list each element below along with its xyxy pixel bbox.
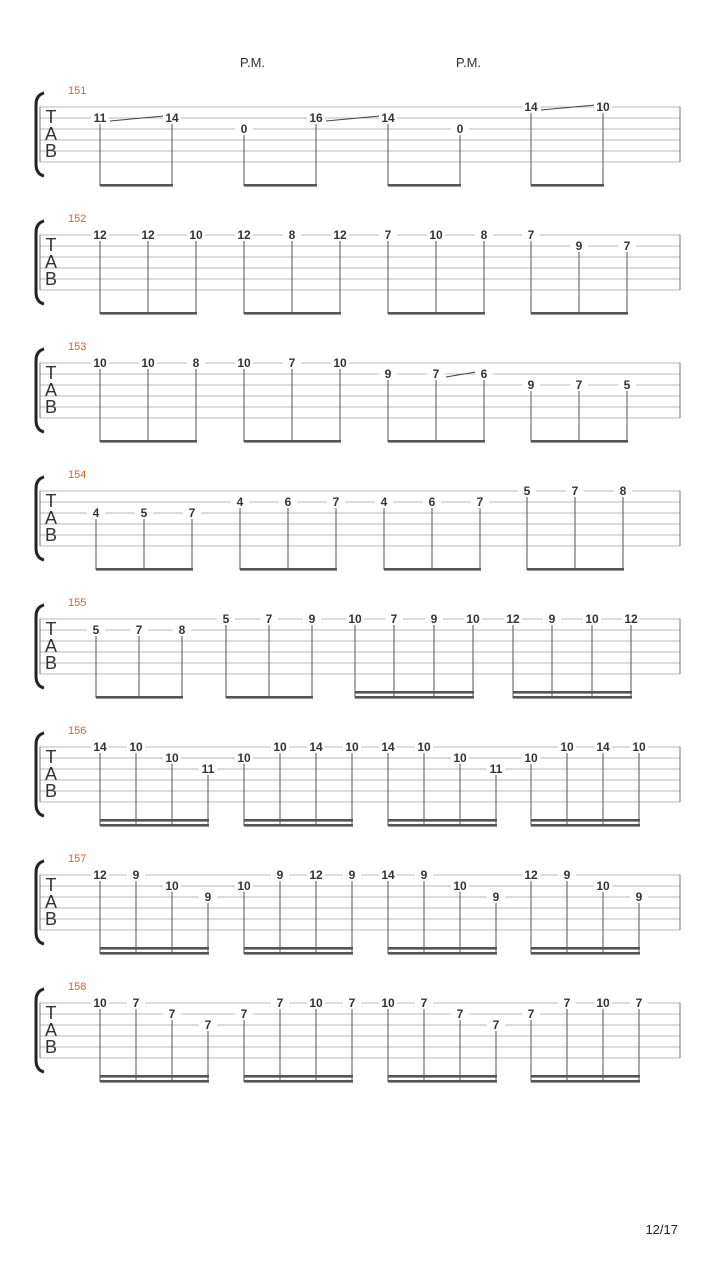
fret-number: 14	[381, 111, 395, 125]
fret-number: 5	[92, 623, 100, 637]
fret-number: 10	[333, 356, 347, 370]
fret-number: 10	[417, 740, 431, 754]
fret-number: 6	[480, 367, 488, 381]
fret-number: 9	[276, 868, 284, 882]
beam	[244, 1075, 353, 1078]
tab-clef-letter: B	[44, 781, 58, 801]
fret-number: 7	[390, 612, 398, 626]
fret-number: 8	[619, 484, 627, 498]
beam	[388, 947, 497, 950]
tab-clef-letter: A	[44, 124, 58, 144]
fret-number: 12	[93, 228, 107, 242]
beam	[531, 824, 640, 827]
fret-number: 5	[222, 612, 230, 626]
beam	[388, 312, 485, 315]
fret-number: 12	[624, 612, 638, 626]
fret-number: 10	[453, 751, 467, 765]
beam	[531, 1075, 640, 1078]
tab-clef-letter: A	[44, 252, 58, 272]
fret-number: 7	[492, 1018, 500, 1032]
beam	[388, 184, 461, 187]
fret-number: 8	[192, 356, 200, 370]
fret-number: 14	[381, 868, 395, 882]
fret-number: 5	[623, 378, 631, 392]
fret-number: 7	[276, 996, 284, 1010]
fret-number: 9	[635, 890, 643, 904]
fret-number: 7	[623, 239, 631, 253]
beam	[100, 440, 197, 443]
fret-number: 4	[380, 495, 388, 509]
beam	[388, 819, 497, 822]
fret-number: 14	[596, 740, 610, 754]
fret-number: 7	[288, 356, 296, 370]
fret-number: 7	[527, 1007, 535, 1021]
beam	[244, 952, 353, 955]
fret-number: 11	[489, 762, 503, 776]
tab-clef-letter: T	[45, 875, 57, 895]
beam	[531, 947, 640, 950]
fret-number: 10	[93, 356, 107, 370]
beam	[388, 952, 497, 955]
tab-clef-letter: A	[44, 636, 58, 656]
beam	[388, 1075, 497, 1078]
fret-number: 12	[141, 228, 155, 242]
fret-number: 10	[632, 740, 646, 754]
fret-number: 9	[548, 612, 556, 626]
beam	[513, 691, 632, 694]
beam	[384, 568, 481, 571]
beam	[100, 819, 209, 822]
fret-number: 12	[524, 868, 538, 882]
fret-number: 0	[240, 122, 248, 136]
fret-number: 14	[524, 100, 538, 114]
fret-number: 7	[265, 612, 273, 626]
beam	[388, 824, 497, 827]
fret-number: 7	[204, 1018, 212, 1032]
tab-clef-letter: B	[44, 397, 58, 417]
beam	[226, 696, 313, 699]
page-number: 12/17	[645, 1222, 678, 1237]
beam	[531, 952, 640, 955]
measure-number: 155	[68, 597, 87, 609]
tab-clef-letter: B	[44, 1037, 58, 1057]
measure-number: 157	[68, 853, 87, 865]
measure-number: 152	[68, 213, 87, 225]
fret-number: 7	[527, 228, 535, 242]
beam	[244, 947, 353, 950]
fret-number: 6	[284, 495, 292, 509]
fret-number: 10	[560, 740, 574, 754]
beam	[513, 696, 632, 699]
fret-number: 9	[430, 612, 438, 626]
beam	[531, 312, 628, 315]
fret-number: 10	[596, 100, 610, 114]
fret-number: 10	[429, 228, 443, 242]
fret-number: 7	[476, 495, 484, 509]
beam	[100, 1075, 209, 1078]
tab-clef-letter: B	[44, 525, 58, 545]
fret-number: 7	[563, 996, 571, 1010]
beam	[100, 952, 209, 955]
beam	[100, 312, 197, 315]
beam	[388, 440, 485, 443]
fret-number: 8	[288, 228, 296, 242]
beam	[355, 696, 474, 699]
beam	[527, 568, 624, 571]
measure-number: 153	[68, 341, 87, 353]
fret-number: 10	[381, 996, 395, 1010]
fret-number: 9	[563, 868, 571, 882]
fret-number: 7	[571, 484, 579, 498]
fret-number: 8	[480, 228, 488, 242]
fret-number: 7	[240, 1007, 248, 1021]
fret-number: 8	[178, 623, 186, 637]
fret-number: 10	[273, 740, 287, 754]
fret-number: 10	[466, 612, 480, 626]
fret-number: 7	[575, 378, 583, 392]
beam	[244, 819, 353, 822]
beam	[244, 312, 341, 315]
tab-clef-letter: T	[45, 1003, 57, 1023]
measure-number: 156	[68, 725, 87, 737]
fret-number: 10	[237, 356, 251, 370]
fret-number: 7	[332, 495, 340, 509]
tab-clef-letter: T	[45, 747, 57, 767]
beam	[531, 440, 628, 443]
beam	[531, 819, 640, 822]
tab-clef-letter: T	[45, 235, 57, 255]
fret-number: 10	[596, 996, 610, 1010]
tab-clef-letter: T	[45, 363, 57, 383]
fret-number: 10	[93, 996, 107, 1010]
beam	[100, 947, 209, 950]
palm-mute-label: P.M.	[240, 55, 266, 70]
fret-number: 0	[456, 122, 464, 136]
fret-number: 9	[492, 890, 500, 904]
fret-number: 9	[348, 868, 356, 882]
fret-number: 9	[384, 367, 392, 381]
beam	[244, 824, 353, 827]
fret-number: 14	[309, 740, 323, 754]
tab-clef-letter: A	[44, 892, 58, 912]
beam	[100, 1080, 209, 1083]
fret-number: 10	[596, 879, 610, 893]
fret-number: 11	[201, 762, 215, 776]
palm-mute-label: P.M.	[456, 55, 482, 70]
fret-number: 10	[453, 879, 467, 893]
tab-clef-letter: B	[44, 909, 58, 929]
fret-number: 10	[165, 751, 179, 765]
fret-number: 7	[132, 996, 140, 1010]
tab-clef-letter: B	[44, 141, 58, 161]
fret-number: 12	[237, 228, 251, 242]
fret-number: 9	[527, 378, 535, 392]
tab-clef-letter: A	[44, 1020, 58, 1040]
beam	[96, 568, 193, 571]
fret-number: 9	[204, 890, 212, 904]
fret-number: 6	[428, 495, 436, 509]
tab-clef-letter: A	[44, 380, 58, 400]
beam	[240, 568, 337, 571]
fret-number: 14	[93, 740, 107, 754]
fret-number: 14	[165, 111, 179, 125]
measure-number: 154	[68, 469, 87, 481]
tab-clef-letter: A	[44, 508, 58, 528]
tab-clef-letter: A	[44, 764, 58, 784]
fret-number: 5	[140, 506, 148, 520]
tab-clef-letter: B	[44, 653, 58, 673]
fret-number: 9	[132, 868, 140, 882]
fret-number: 14	[381, 740, 395, 754]
fret-number: 10	[129, 740, 143, 754]
fret-number: 12	[333, 228, 347, 242]
beam	[244, 440, 341, 443]
fret-number: 16	[309, 111, 323, 125]
measure-number: 151	[68, 85, 87, 97]
fret-number: 7	[384, 228, 392, 242]
fret-number: 10	[141, 356, 155, 370]
fret-number: 10	[189, 228, 203, 242]
fret-number: 7	[135, 623, 143, 637]
fret-number: 12	[93, 868, 107, 882]
tab-clef-letter: T	[45, 619, 57, 639]
fret-number: 10	[348, 612, 362, 626]
fret-number: 10	[585, 612, 599, 626]
fret-number: 10	[345, 740, 359, 754]
measure-number: 158	[68, 981, 87, 993]
fret-number: 10	[237, 751, 251, 765]
tab-clef-letter: B	[44, 269, 58, 289]
beam	[100, 824, 209, 827]
fret-number: 7	[348, 996, 356, 1010]
fret-number: 10	[309, 996, 323, 1010]
fret-number: 7	[168, 1007, 176, 1021]
fret-number: 12	[309, 868, 323, 882]
beam	[531, 1080, 640, 1083]
fret-number: 10	[165, 879, 179, 893]
fret-number: 9	[575, 239, 583, 253]
beam	[388, 1080, 497, 1083]
beam	[355, 691, 474, 694]
beam	[96, 696, 183, 699]
fret-number: 7	[456, 1007, 464, 1021]
fret-number: 10	[237, 879, 251, 893]
tab-clef-letter: T	[45, 107, 57, 127]
fret-number: 12	[506, 612, 520, 626]
beam	[244, 184, 317, 187]
fret-number: 4	[236, 495, 244, 509]
beam	[531, 184, 604, 187]
fret-number: 9	[420, 868, 428, 882]
fret-number: 7	[420, 996, 428, 1010]
fret-number: 5	[523, 484, 531, 498]
beam	[244, 1080, 353, 1083]
fret-number: 7	[432, 367, 440, 381]
fret-number: 7	[188, 506, 196, 520]
tab-clef-letter: T	[45, 491, 57, 511]
fret-number: 10	[524, 751, 538, 765]
beam	[100, 184, 173, 187]
fret-number: 9	[308, 612, 316, 626]
fret-number: 4	[92, 506, 100, 520]
fret-number: 7	[635, 996, 643, 1010]
fret-number: 11	[93, 111, 107, 125]
